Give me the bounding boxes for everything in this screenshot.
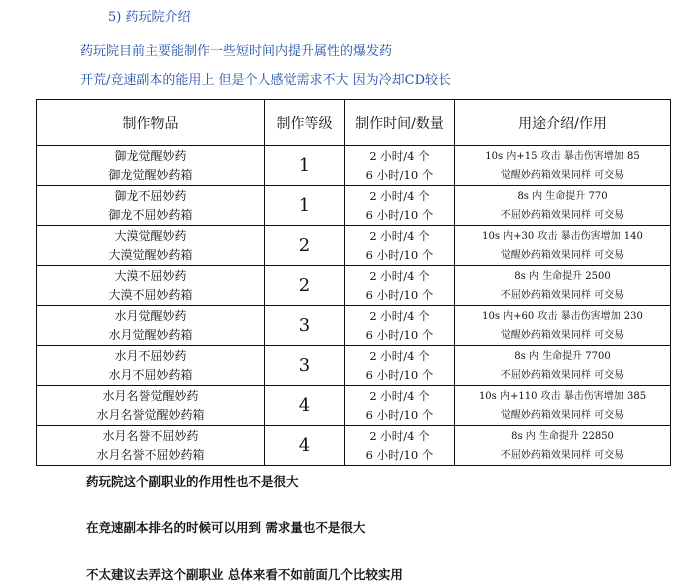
level-cell: 2 [265, 266, 345, 306]
note-line-1: 药玩院这个副职业的作用性也不是很大 [86, 474, 299, 489]
item-cell [37, 266, 265, 306]
use-effect: 8s 内 生命提升 22850 [511, 430, 614, 442]
use-cell [455, 226, 671, 266]
use-cell [455, 426, 671, 466]
time-cell [345, 186, 455, 226]
item-box-name: 水月名誉不屈妙药箱 [96, 447, 205, 462]
item-name: 水月名誉觉醒妙药 [102, 388, 199, 403]
time-single: 2 小时/4 个 [369, 388, 430, 403]
item-box-name: 大漠不屈妙药箱 [108, 287, 193, 302]
note-line-3: 不太建议去弄这个副职业 总体来看不如前面几个比较实用 [86, 567, 403, 582]
item-box-name: 水月不屈妙药箱 [108, 367, 193, 382]
item-box-name: 水月觉醒妙药箱 [108, 327, 193, 342]
header-use: 用途介绍/作用 [455, 100, 671, 146]
use-effect: 10s 内+60 攻击 暴击伤害增加 230 [482, 310, 643, 322]
time-box: 6 小时/10 个 [365, 207, 434, 222]
time-single: 2 小时/4 个 [369, 148, 430, 163]
item-name: 御龙觉醒妙药 [114, 148, 187, 163]
table-row [37, 346, 671, 386]
item-cell [37, 226, 265, 266]
use-effect: 10s 内+110 攻击 暴击伤害增加 385 [478, 390, 647, 402]
use-effect: 8s 内 生命提升 7700 [514, 350, 611, 362]
table-row [37, 306, 671, 346]
use-effect: 10s 内+15 攻击 暴击伤害增加 85 [485, 150, 640, 162]
use-box-note: 不屈妙药箱效果同样 可交易 [500, 289, 625, 301]
time-single: 2 小时/4 个 [369, 268, 430, 283]
level-cell: 3 [265, 306, 345, 346]
time-box: 6 小时/10 个 [365, 327, 434, 342]
time-box: 6 小时/10 个 [365, 247, 434, 262]
item-cell [37, 346, 265, 386]
item-cell [37, 146, 265, 186]
time-cell [345, 426, 455, 466]
time-cell [345, 226, 455, 266]
use-cell [455, 266, 671, 306]
use-box-note: 觉醒妙药箱效果同样 可交易 [500, 249, 625, 261]
table-row [37, 266, 671, 306]
time-single: 2 小时/4 个 [369, 308, 430, 323]
item-name: 水月觉醒妙药 [114, 308, 187, 323]
item-cell [37, 426, 265, 466]
time-cell [345, 386, 455, 426]
time-single: 2 小时/4 个 [369, 428, 430, 443]
level-cell: 1 [265, 146, 345, 186]
time-cell [345, 266, 455, 306]
use-cell [455, 186, 671, 226]
table-row [37, 146, 671, 186]
time-cell [345, 146, 455, 186]
item-box-name: 水月名誉觉醒妙药箱 [96, 407, 205, 422]
use-box-note: 觉醒妙药箱效果同样 可交易 [500, 169, 625, 181]
time-cell [345, 346, 455, 386]
use-box-note: 不屈妙药箱效果同样 可交易 [500, 449, 625, 461]
use-box-note: 觉醒妙药箱效果同样 可交易 [500, 329, 625, 341]
time-box: 6 小时/10 个 [365, 407, 434, 422]
use-cell [455, 306, 671, 346]
intro-line-2: 开荒/竞速副本的能用上 但是个人感觉需求不大 因为冷却CD较长 [80, 73, 452, 88]
use-effect: 8s 内 生命提升 770 [517, 190, 608, 202]
time-box: 6 小时/10 个 [365, 447, 434, 462]
section-heading: 5) 药玩院介绍 [108, 10, 191, 25]
use-box-note: 觉醒妙药箱效果同样 可交易 [500, 409, 625, 421]
item-name: 大漠不屈妙药 [114, 268, 187, 283]
use-effect: 10s 内+30 攻击 暴击伤害增加 140 [482, 230, 643, 242]
header-time: 制作时间/数量 [345, 100, 455, 146]
time-box: 6 小时/10 个 [365, 367, 434, 382]
use-cell [455, 346, 671, 386]
level-cell: 4 [265, 426, 345, 466]
item-cell [37, 306, 265, 346]
time-cell [345, 306, 455, 346]
use-cell [455, 386, 671, 426]
item-name: 大漠觉醒妙药 [114, 228, 187, 243]
use-box-note: 不屈妙药箱效果同样 可交易 [500, 369, 625, 381]
level-cell: 1 [265, 186, 345, 226]
intro-line-1: 药玩院目前主要能制作一些短时间内提升属性的爆发药 [80, 44, 393, 59]
use-effect: 8s 内 生命提升 2500 [514, 270, 611, 282]
use-box-note: 不屈妙药箱效果同样 可交易 [500, 209, 625, 221]
table-row [37, 386, 671, 426]
time-box: 6 小时/10 个 [365, 167, 434, 182]
item-name: 水月不屈妙药 [114, 348, 187, 363]
potion-table [36, 99, 671, 466]
header-item: 制作物品 [37, 100, 265, 146]
note-line-2: 在竞速副本排名的时候可以用到 需求量也不是很大 [86, 520, 366, 535]
time-single: 2 小时/4 个 [369, 188, 430, 203]
table-row [37, 226, 671, 266]
use-cell [455, 146, 671, 186]
level-cell: 3 [265, 346, 345, 386]
item-cell [37, 386, 265, 426]
table-row [37, 426, 671, 466]
time-single: 2 小时/4 个 [369, 348, 430, 363]
table-header-row [37, 100, 671, 146]
level-cell: 4 [265, 386, 345, 426]
item-box-name: 大漠觉醒妙药箱 [108, 247, 193, 262]
time-box: 6 小时/10 个 [365, 287, 434, 302]
table-row [37, 186, 671, 226]
item-name: 御龙不屈妙药 [114, 188, 187, 203]
item-box-name: 御龙觉醒妙药箱 [108, 167, 193, 182]
level-cell: 2 [265, 226, 345, 266]
item-name: 水月名誉不屈妙药 [102, 428, 199, 443]
time-single: 2 小时/4 个 [369, 228, 430, 243]
header-level: 制作等级 [265, 100, 345, 146]
item-box-name: 御龙不屈妙药箱 [108, 207, 193, 222]
item-cell [37, 186, 265, 226]
